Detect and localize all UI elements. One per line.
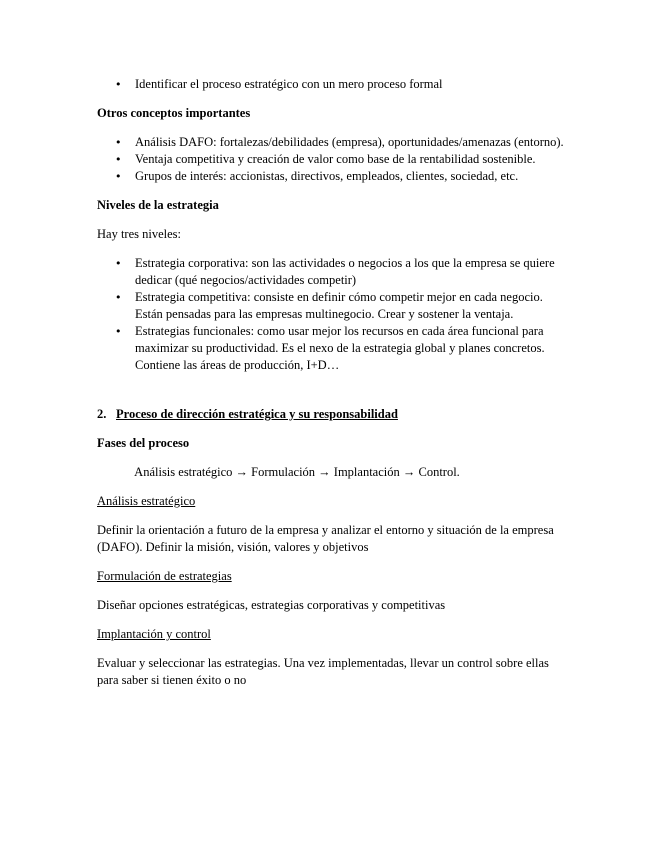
implantacion-heading: Implantación y control xyxy=(97,627,211,641)
fases-heading: Fases del proceso xyxy=(97,436,190,450)
fases-flow: Análisis estratégico → Formulación → Implantación → Control. xyxy=(134,465,460,479)
otros-bullet-list xyxy=(97,134,567,185)
list-item: • Estrategia competitiva: consiste en definir cómo competir mejor en cada negocio. Están pensadas para las empresas multinegocio. Crear y sostener la ventaja. xyxy=(97,289,567,323)
niveles-bullet-list xyxy=(97,255,567,374)
section-number: 2. xyxy=(97,407,107,421)
analisis-heading: Análisis estratégico xyxy=(97,494,196,508)
list-item: • Estrategias funcionales: como usar mejor los recursos en cada área funcional para maximizar su productividad. Es el nexo de la estrategia global y planes concretos. Contiene las áreas de producción, I+D… xyxy=(97,323,567,374)
niveles-intro: Hay tres niveles: xyxy=(97,227,182,241)
niveles-heading: Niveles de la estrategia xyxy=(97,198,219,212)
section-2-title xyxy=(97,406,567,423)
section-title-text: Proceso de dirección estratégica y su responsabilidad xyxy=(116,407,398,421)
list-item: • Estrategia corporativa: son las actividades o negocios a los que la empresa se quiere dedicar (qué negocios/actividades competir) xyxy=(97,255,567,289)
formulacion-text: Diseñar opciones estratégicas, estrategias corporativas y competitivas xyxy=(97,598,446,612)
implantacion-text: Evaluar y seleccionar las estrategias. Una vez implementadas, llevar un control sobre ellas para saber si tienen éxito o no xyxy=(97,656,549,687)
formulacion-heading: Formulación de estrategias xyxy=(97,569,232,583)
analisis-text: Definir la orientación a futuro de la empresa y analizar el entorno y situación de la empresa (DAFO). Definir la misión, visión, valores y objetivos xyxy=(97,523,554,554)
list-item: • Ventaja competitiva y creación de valor como base de la rentabilidad sostenible. xyxy=(97,151,567,168)
intro-bullet-list xyxy=(97,76,567,93)
page-content xyxy=(97,76,567,689)
list-item: • Grupos de interés: accionistas, directivos, empleados, clientes, sociedad, etc. xyxy=(97,168,567,185)
list-item: • Identificar el proceso estratégico con un mero proceso formal xyxy=(97,76,567,93)
otros-heading: Otros conceptos importantes xyxy=(97,106,251,120)
list-item: • Análisis DAFO: fortalezas/debilidades (empresa), oportunidades/amenazas (entorno). xyxy=(97,134,567,151)
